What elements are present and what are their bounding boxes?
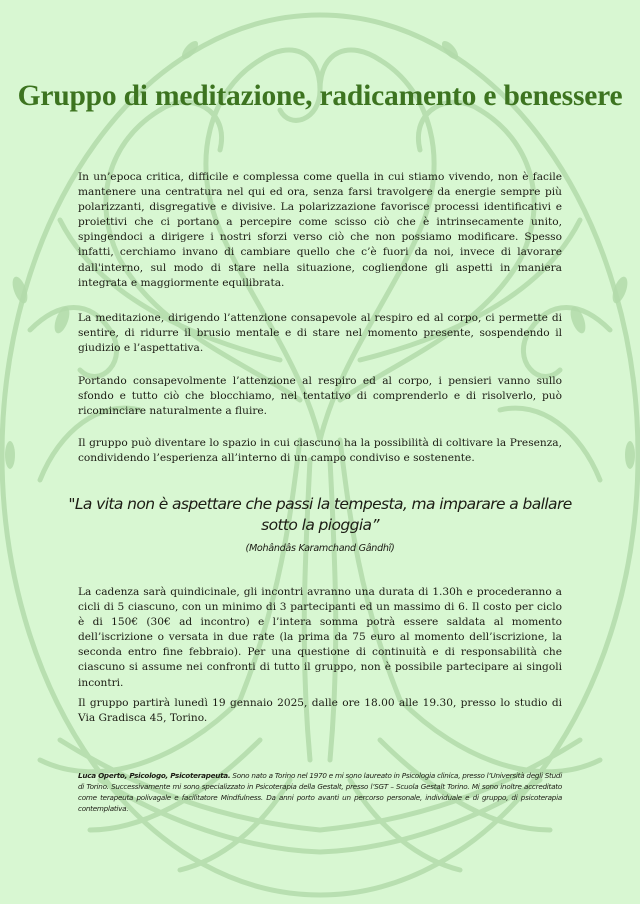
quote-author: (Mohândâs Karamchand Gândhî) <box>245 543 395 554</box>
schedule-cost-paragraph: La cadenza sarà quindicinale, gli incontri avranno una durata di 1.30h e procederanno a cicli di 5 ciascuno, con un minimo di 3 partecipanti ed un massimo di 6. Il costo per ciclo è di 150€ (30€ ad incontro) e l’intera somma potrà essere saldata al momento dell’iscrizione o versata in due rate (la prima da 75 euro al momento dell’iscrizione, la seconda entro fine febbraio). Per una questione di continuità e di responsabilità che ciascuno si assume nei confronti di tutto il gruppo, non è possibile partecipare ai singoli incontri. <box>78 586 562 689</box>
author-bio <box>78 770 562 814</box>
quote-text: "La vita non è aspettare che passi la tempesta, ma imparare a ballare sotto la pioggia” <box>68 495 572 534</box>
start-date-paragraph: Il gruppo partirà lunedì 19 gennaio 2025, dalle ore 18.00 alle 19.30, presso lo studio di Via Gradisca 45, Torino. <box>78 697 562 725</box>
author-name: Luca Operto, Psicologo, Psicoterapeuta. <box>78 771 231 780</box>
author-bio-text: Sono nato a Torino nel 1970 e mi sono laureato in Psicologia clinica, presso l’Università degli Studi di Torino. Successivamente mi sono specializzato in Psicoterapia della Gestalt, presso l’SGT – Scuola Gestalt Torino. Mi sono inoltre accreditato come terapeuta polivagale e facilitatore Mindfulness. Da anni porto avanti un percorso personale, individuale e di gruppo, di psicoterapia contemplativa. <box>78 771 562 813</box>
meditation-paragraph: La meditazione, dirigendo l’attenzione consapevole al respiro ed al corpo, ci permette di sentire, di ridurre il brusio mentale e di stare nel momento presente, sospendendo il giudizio e l’aspettativa. <box>78 312 562 355</box>
intro-paragraph: In un’epoca critica, difficile e complessa come quella in cui stiamo vivendo, non è facile mantenere una centratura nel qui ed ora, senza farsi travolgere da energie sempre più polarizzanti, disgregative e divisive. La polarizzazione favorisce processi identificativi e proiettivi che ci portano a percepire come scisso ciò che è intrinsecamente unito, spingendoci a dirigere i nostri sforzi verso ciò che non possiamo modificare. Spesso infatti, cerchiamo invano di cambiare quello che c’è fuori da noi, invece di lavorare dall'interno, sul modo di stare nella situazione, cogliendone gli aspetti in maniera integrata e maggiormente equilibrata. <box>78 171 562 289</box>
page-title: Gruppo di meditazione, radicamento e benessere <box>17 80 623 112</box>
group-paragraph: Il gruppo può diventare lo spazio in cui ciascuno ha la possibilità di coltivare la Presenza, condividendo l’esperienza all’interno di un campo condiviso e sostenente. <box>78 437 562 465</box>
attention-paragraph: Portando consapevolmente l’attenzione al respiro ed al corpo, i pensieri vanno sullo sfondo e tutto ciò che blocchiamo, nel tentativo di comprenderlo e di risolverlo, può ricominciare naturalmente a fluire. <box>78 375 562 418</box>
